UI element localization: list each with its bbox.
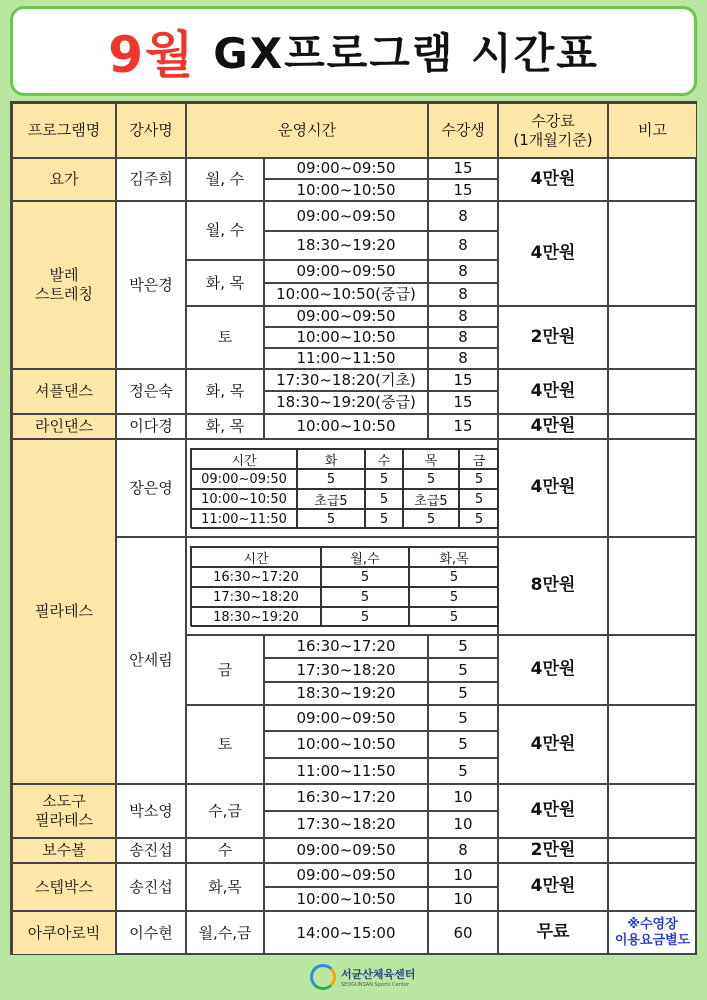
grid-header-cell: 목 bbox=[403, 449, 459, 469]
student-count: 8 bbox=[428, 260, 498, 283]
time-slot: 18:30~19:20 bbox=[264, 682, 428, 705]
fee: 4만원 bbox=[498, 863, 608, 911]
fee: 4만원 bbox=[498, 635, 608, 705]
program-name: 발레 스트레칭 bbox=[12, 201, 116, 369]
student-count: 10 bbox=[428, 784, 498, 811]
time-slot: 18:30~19:20 bbox=[264, 231, 428, 260]
fee: 2만원 bbox=[498, 838, 608, 863]
grid-cell: 5 bbox=[297, 469, 365, 489]
student-count: 8 bbox=[428, 283, 498, 306]
grid-header-cell: 화 bbox=[297, 449, 365, 469]
time-slot: 16:30~17:20 bbox=[264, 784, 428, 811]
program-name: 스텝박스 bbox=[12, 863, 116, 911]
fee: 4만원 bbox=[498, 784, 608, 838]
student-count: 15 bbox=[428, 414, 498, 439]
fee: 4만원 bbox=[498, 201, 608, 306]
student-count: 5 bbox=[428, 635, 498, 658]
grid-cell: 5 bbox=[403, 509, 459, 529]
program-name: 셔플댄스 bbox=[12, 369, 116, 414]
grid-cell: 11:00~11:50 bbox=[191, 509, 297, 529]
grid-cell: 09:00~09:50 bbox=[191, 469, 297, 489]
instructor-name: 김주희 bbox=[116, 158, 186, 201]
fee: 4만원 bbox=[498, 369, 608, 414]
note-cell bbox=[608, 537, 697, 635]
student-count: 8 bbox=[428, 327, 498, 348]
student-count: 5 bbox=[428, 705, 498, 731]
grid-cell: 5 bbox=[365, 489, 403, 509]
header-students: 수강생 bbox=[428, 103, 498, 158]
note-cell bbox=[608, 414, 697, 439]
program-name: 요가 bbox=[12, 158, 116, 201]
grid-header-cell: 시간 bbox=[191, 449, 297, 469]
grid-cell: 초급5 bbox=[403, 489, 459, 509]
time-slot: 17:30~18:20 bbox=[264, 811, 428, 838]
program-name: 필라테스 bbox=[12, 439, 116, 784]
days: 수 bbox=[186, 838, 264, 863]
days: 월, 수 bbox=[186, 201, 264, 260]
fee: 4만원 bbox=[498, 439, 608, 537]
time-slot: 18:30~19:20(중급) bbox=[264, 391, 428, 414]
logo-sub: SEOGUNSAN Sports Center bbox=[341, 982, 410, 988]
instructor-name: 안세림 bbox=[116, 537, 186, 784]
grid-header-cell: 금 bbox=[459, 449, 499, 469]
sports-center-logo bbox=[310, 962, 420, 992]
time-slot: 10:00~10:50 bbox=[264, 179, 428, 201]
note-cell bbox=[608, 784, 697, 838]
days: 화,목 bbox=[186, 863, 264, 911]
fee: 4만원 bbox=[498, 705, 608, 784]
grid-cell: 5 bbox=[365, 509, 403, 529]
note-cell bbox=[608, 201, 697, 306]
instructor-name: 이수현 bbox=[116, 911, 186, 955]
time-slot: 10:00~10:50 bbox=[264, 731, 428, 758]
days: 월,수,금 bbox=[186, 911, 264, 955]
days: 월, 수 bbox=[186, 158, 264, 201]
fee: 4만원 bbox=[498, 414, 608, 439]
grid-cell: 5 bbox=[321, 567, 409, 587]
schedule-grid bbox=[190, 546, 498, 626]
header-note: 비고 bbox=[608, 103, 697, 158]
grid-header-cell: 화,목 bbox=[409, 547, 499, 567]
program-name: 라인댄스 bbox=[12, 414, 116, 439]
time-slot: 11:00~11:50 bbox=[264, 348, 428, 369]
program-name: 소도구 필라테스 bbox=[12, 784, 116, 838]
fee: 무료 bbox=[498, 911, 608, 955]
days: 토 bbox=[186, 306, 264, 369]
header-fee: 수강료 (1개월기준) bbox=[498, 103, 608, 158]
grid-cell: 18:30~19:20 bbox=[191, 607, 321, 627]
days: 토 bbox=[186, 705, 264, 784]
student-count: 8 bbox=[428, 231, 498, 260]
student-count: 5 bbox=[428, 731, 498, 758]
fee: 4만원 bbox=[498, 158, 608, 201]
days: 수,금 bbox=[186, 784, 264, 838]
student-count: 8 bbox=[428, 348, 498, 369]
title-month: 9월 bbox=[108, 26, 196, 84]
grid-header-cell: 월,수 bbox=[321, 547, 409, 567]
student-count: 60 bbox=[428, 911, 498, 955]
note-cell bbox=[608, 369, 697, 414]
time-slot: 17:30~18:20 bbox=[264, 658, 428, 682]
time-slot: 09:00~09:50 bbox=[264, 158, 428, 179]
student-count: 15 bbox=[428, 391, 498, 414]
grid-header-cell: 시간 bbox=[191, 547, 321, 567]
program-name: 아쿠아로빅 bbox=[12, 911, 116, 955]
grid-cell: 5 bbox=[409, 607, 499, 627]
instructor-name: 정은숙 bbox=[116, 369, 186, 414]
time-slot: 10:00~10:50 bbox=[264, 887, 428, 911]
days: 화, 목 bbox=[186, 414, 264, 439]
grid-cell: 10:00~10:50 bbox=[191, 489, 297, 509]
schedule-grid bbox=[190, 448, 498, 528]
grid-cell: 5 bbox=[459, 489, 499, 509]
grid-cell: 5 bbox=[403, 469, 459, 489]
note-line: 이용요금별도 bbox=[614, 933, 691, 948]
grid-cell: 16:30~17:20 bbox=[191, 567, 321, 587]
timetable bbox=[10, 101, 697, 955]
instructor-name: 이다경 bbox=[116, 414, 186, 439]
grid-header-cell: 수 bbox=[365, 449, 403, 469]
header-time: 운영시간 bbox=[186, 103, 428, 158]
header-instructor: 강사명 bbox=[116, 103, 186, 158]
days: 금 bbox=[186, 635, 264, 705]
time-slot: 09:00~09:50 bbox=[264, 838, 428, 863]
instructor-name: 송진섭 bbox=[116, 863, 186, 911]
instructor-name: 송진섭 bbox=[116, 838, 186, 863]
grid-cell: 5 bbox=[459, 469, 499, 489]
note-cell bbox=[608, 306, 697, 369]
student-count: 5 bbox=[428, 758, 498, 784]
student-count: 15 bbox=[428, 369, 498, 391]
note-cell bbox=[608, 838, 697, 863]
time-slot: 09:00~09:50 bbox=[264, 260, 428, 283]
fee: 2만원 bbox=[498, 306, 608, 369]
student-count: 15 bbox=[428, 179, 498, 201]
time-slot: 14:00~15:00 bbox=[264, 911, 428, 955]
time-slot: 17:30~18:20(기초) bbox=[264, 369, 428, 391]
grid-cell: 초급5 bbox=[297, 489, 365, 509]
grid-cell: 17:30~18:20 bbox=[191, 587, 321, 607]
instructor-name: 박소영 bbox=[116, 784, 186, 838]
time-slot: 16:30~17:20 bbox=[264, 635, 428, 658]
fee: 8만원 bbox=[498, 537, 608, 635]
time-slot: 09:00~09:50 bbox=[264, 306, 428, 327]
note-cell bbox=[608, 863, 697, 911]
time-slot: 11:00~11:50 bbox=[264, 758, 428, 784]
title-text: GX프로그램 시간표 bbox=[213, 29, 599, 78]
program-name: 보수볼 bbox=[12, 838, 116, 863]
student-count: 8 bbox=[428, 201, 498, 231]
grid-cell: 5 bbox=[409, 587, 499, 607]
aqua-note bbox=[608, 911, 697, 955]
time-slot: 09:00~09:50 bbox=[264, 705, 428, 731]
logo-name: 서균산체육센터 bbox=[341, 968, 416, 981]
student-count: 5 bbox=[428, 658, 498, 682]
student-count: 10 bbox=[428, 811, 498, 838]
note-cell bbox=[608, 158, 697, 201]
note-cell bbox=[608, 439, 697, 537]
title-banner bbox=[10, 6, 697, 96]
grid-cell: 5 bbox=[459, 509, 499, 529]
note-line: ※수영장 bbox=[627, 916, 678, 932]
student-count: 5 bbox=[428, 682, 498, 705]
grid-cell: 5 bbox=[321, 607, 409, 627]
logo-ring-icon bbox=[310, 964, 336, 990]
note-cell bbox=[608, 705, 697, 784]
time-slot: 09:00~09:50 bbox=[264, 863, 428, 887]
days: 화, 목 bbox=[186, 260, 264, 306]
time-slot: 10:00~10:50(중급) bbox=[264, 283, 428, 306]
instructor-name: 박은경 bbox=[116, 201, 186, 369]
time-slot: 10:00~10:50 bbox=[264, 327, 428, 348]
days: 화, 목 bbox=[186, 369, 264, 414]
student-count: 10 bbox=[428, 887, 498, 911]
student-count: 8 bbox=[428, 838, 498, 863]
student-count: 10 bbox=[428, 863, 498, 887]
student-count: 8 bbox=[428, 306, 498, 327]
grid-cell: 5 bbox=[321, 587, 409, 607]
student-count: 15 bbox=[428, 158, 498, 179]
time-slot: 10:00~10:50 bbox=[264, 414, 428, 439]
note-cell bbox=[608, 635, 697, 705]
header-program: 프로그램명 bbox=[12, 103, 116, 158]
instructor-name: 장은영 bbox=[116, 439, 186, 537]
grid-cell: 5 bbox=[409, 567, 499, 587]
grid-cell: 5 bbox=[365, 469, 403, 489]
grid-cell: 5 bbox=[297, 509, 365, 529]
time-slot: 09:00~09:50 bbox=[264, 201, 428, 231]
